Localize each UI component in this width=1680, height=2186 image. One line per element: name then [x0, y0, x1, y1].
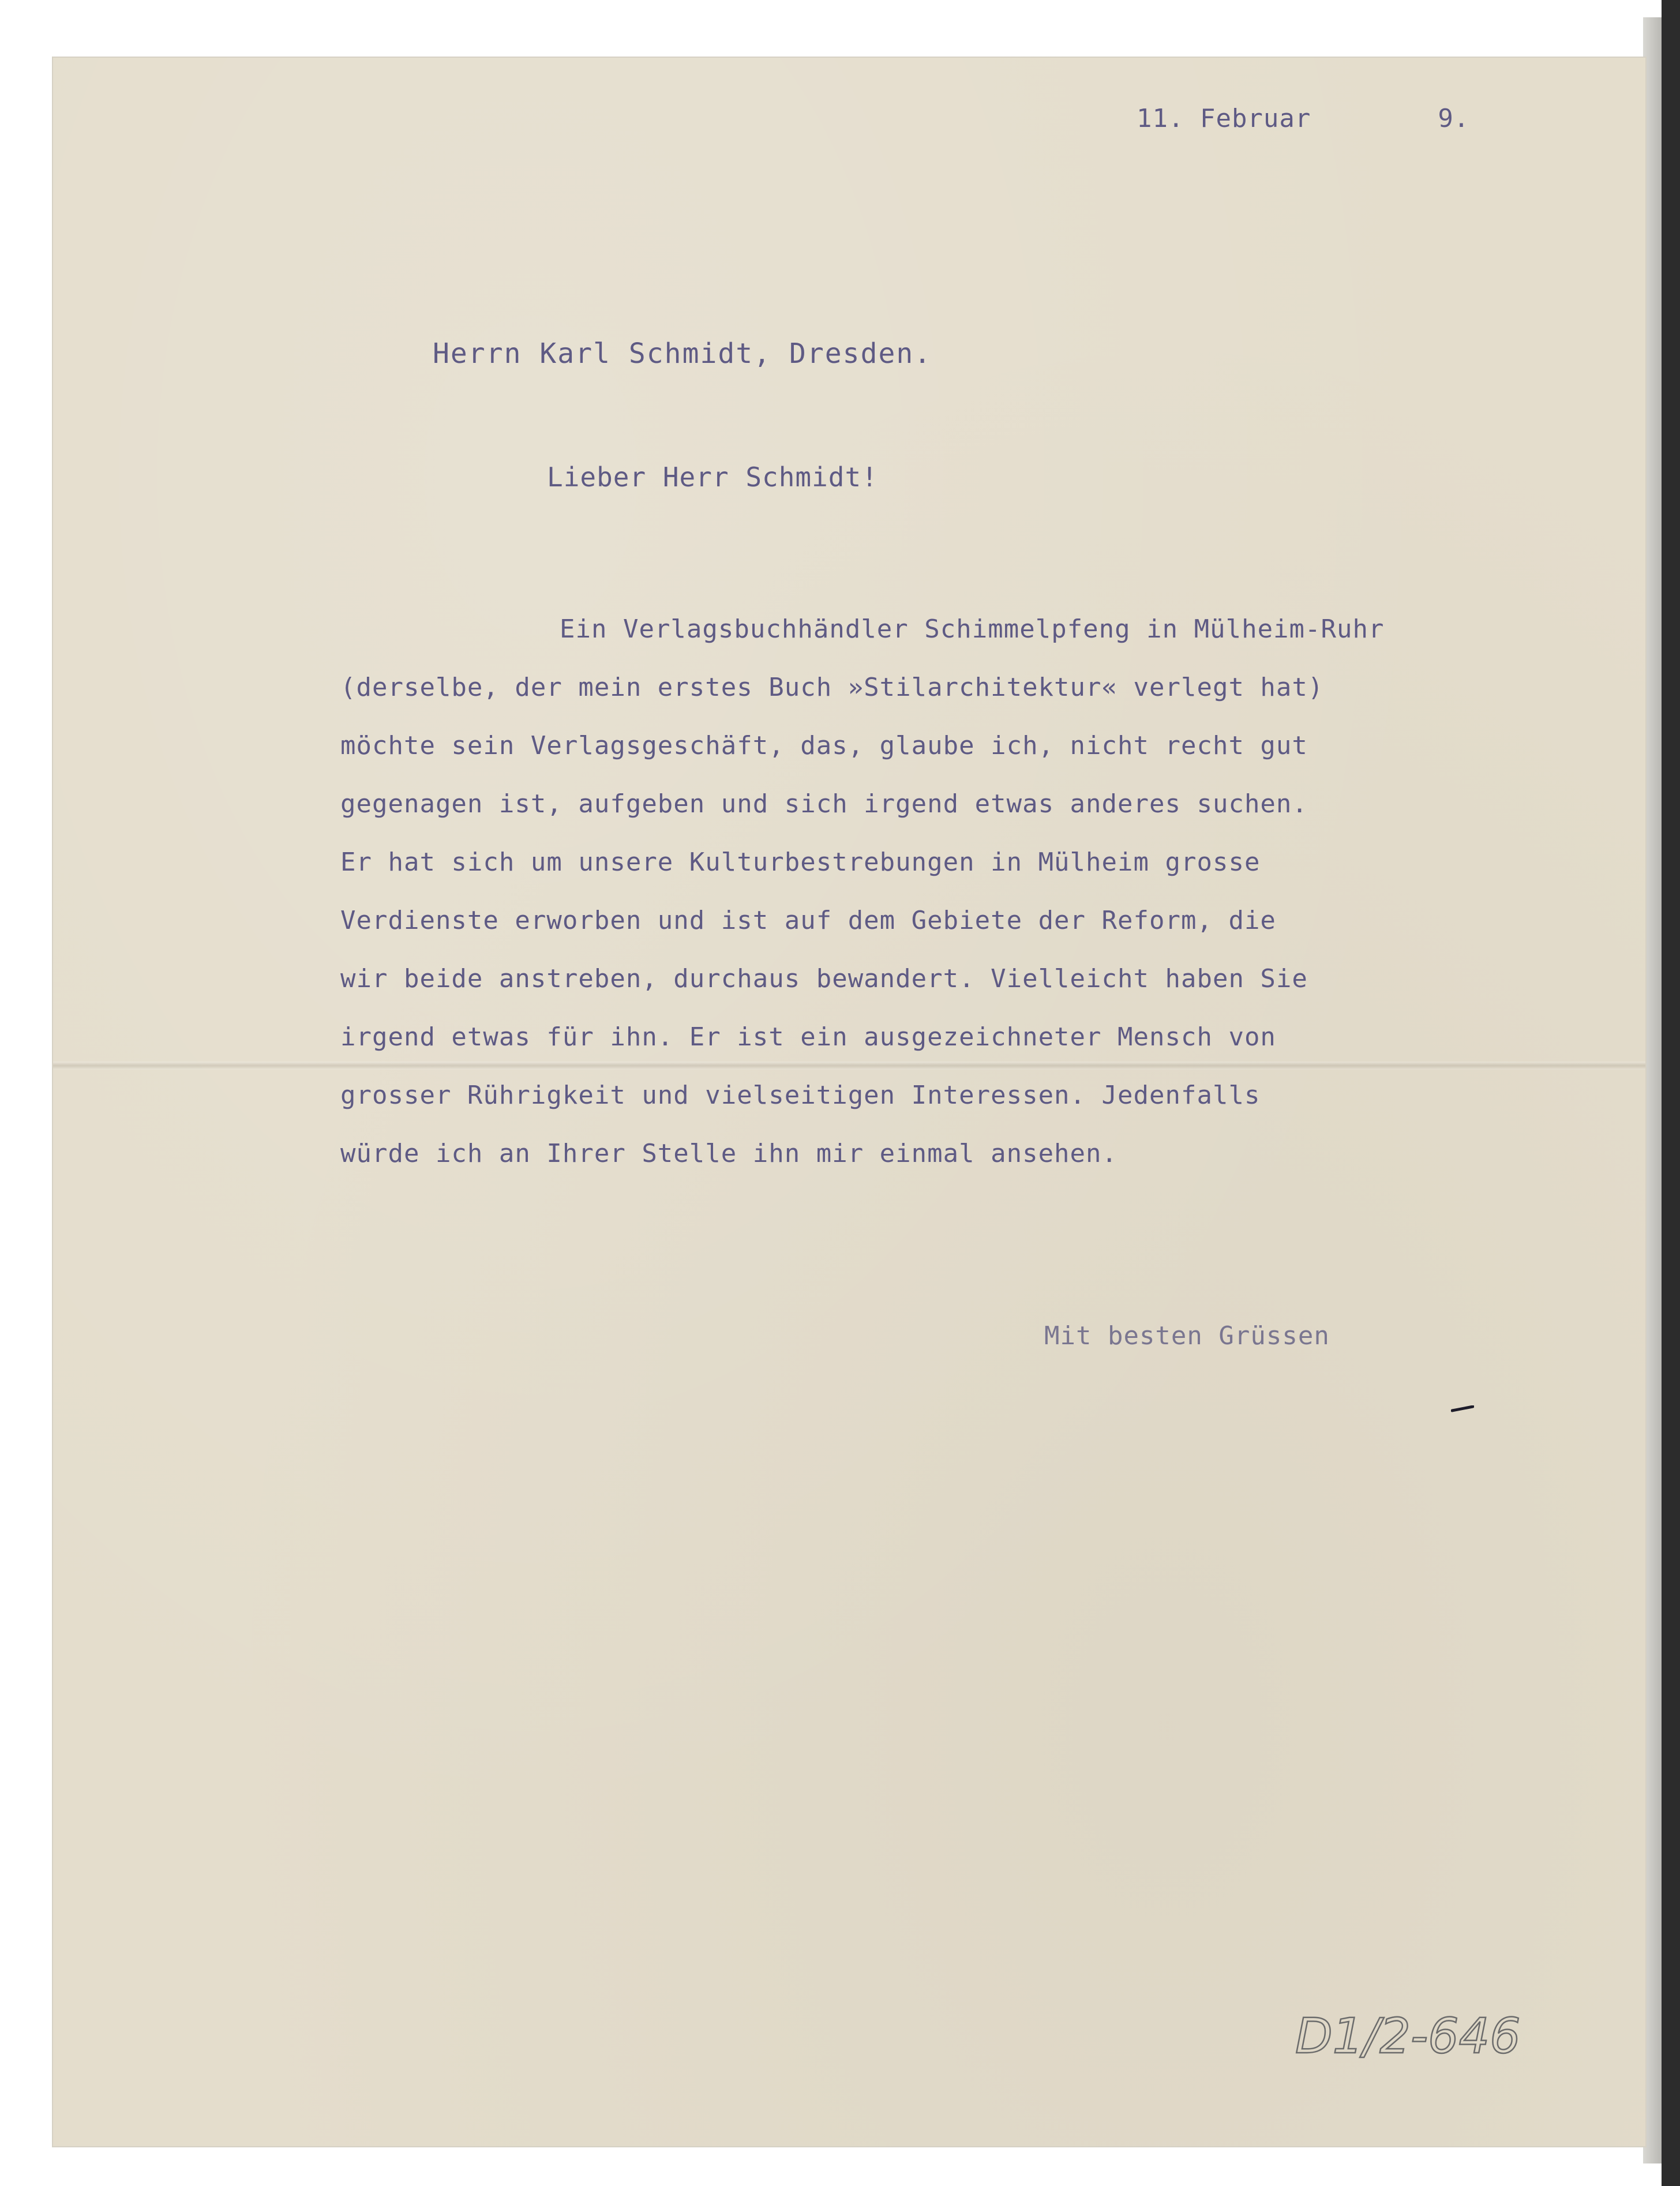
body-line: gegenagen ist, aufgeben und sich irgend etwas anderes suchen.: [340, 789, 1308, 819]
scanner-shadow: [1643, 17, 1662, 2163]
body-line: irgend etwas für ihn. Er ist ein ausgezeichneter Mensch von: [340, 1022, 1276, 1052]
body-line: grosser Rührigkeit und vielseitigen Interessen. Jedenfalls: [340, 1081, 1261, 1110]
scanner-frame: [1662, 0, 1680, 2186]
greeting-line: Lieber Herr Schmidt!: [547, 462, 878, 493]
letter-body: [340, 600, 1552, 1183]
closing-line: Mit besten Grüssen: [1044, 1321, 1330, 1351]
body-line: Er hat sich um unsere Kulturbestrebungen in Mülheim grosse: [340, 848, 1261, 877]
body-line: (derselbe, der mein erstes Buch »Stilarchitektur« verlegt hat): [340, 673, 1324, 702]
recipient-line: Herrn Karl Schmidt, Dresden.: [433, 338, 932, 370]
body-line: möchte sein Verlagsgeschäft, das, glaube ich, nicht recht gut: [340, 731, 1308, 760]
archive-number-text: D1/2-646: [1295, 2008, 1521, 2064]
letter-date: 11. Februar 9.: [1137, 104, 1470, 133]
ink-mark-icon: [1451, 1405, 1474, 1412]
body-line: würde ich an Ihrer Stelle ihn mir einmal ansehen.: [340, 1139, 1118, 1168]
body-line: Verdienste erworben und ist auf dem Gebiete der Reform, die: [340, 906, 1276, 935]
body-line: wir beide anstreben, durchaus bewandert. Vielleicht haben Sie: [340, 964, 1308, 993]
handwritten-archive-number: [1289, 2001, 1532, 2070]
body-line: Ein Verlagsbuchhändler Schimmelpfeng in Mülheim-Ruhr: [560, 614, 1385, 644]
